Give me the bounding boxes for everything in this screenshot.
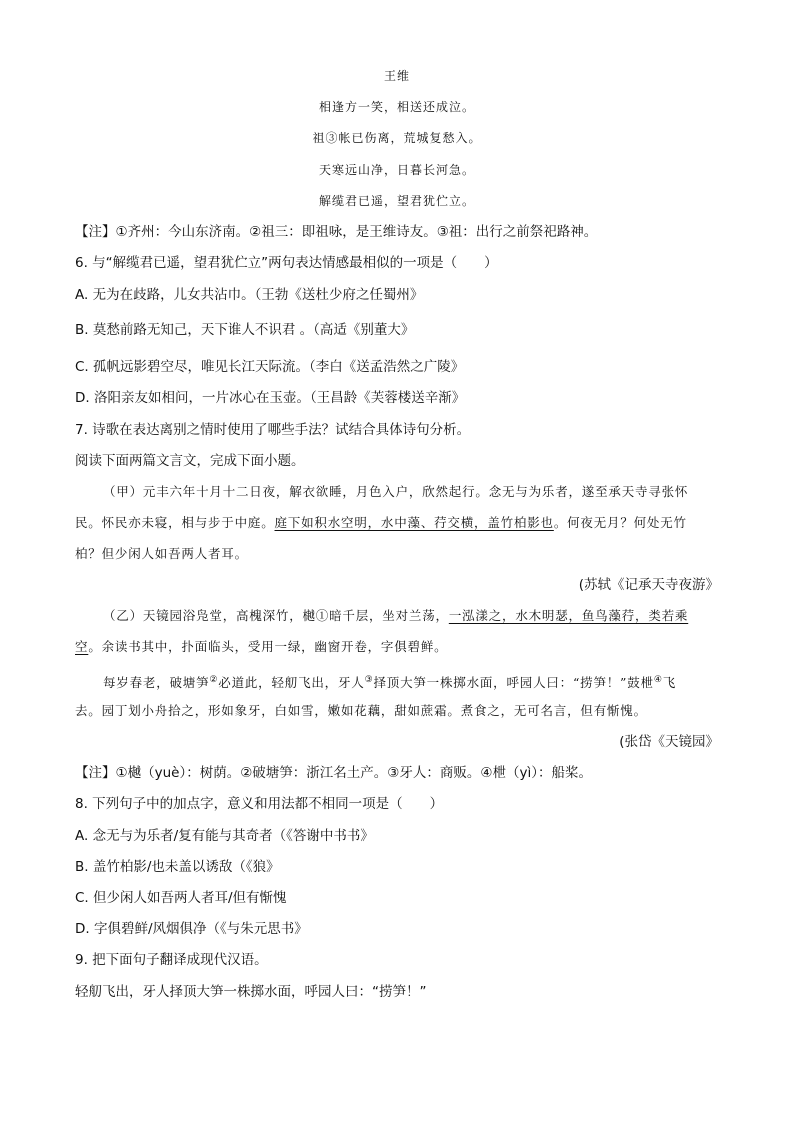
poem-line-2: 祖③帐已伤离，荒城复愁入。 [312, 131, 482, 145]
q8-option-d: D. 字俱碧鲜/风烟俱净（《与朱元思书》 [75, 921, 308, 937]
passage-a-text: 。何夜无月？何处无竹 [553, 515, 687, 530]
passage-b-line-4: 去。园丁划小舟拾之，形如象牙，白如雪，嫩如花藕，甜如蔗霜。煮食之，无可名言，但有惭愧。 [75, 703, 647, 718]
footnote-mark: ④ [653, 675, 663, 685]
q6-option-c: C. 孤帆远影碧空尽，唯见长江天际流。（李白《送孟浩然之广陵》 [75, 359, 465, 375]
passage-a-underlined: 庭下如积水空明，水中藻、荇交横，盖竹柏影也 [274, 515, 554, 530]
passage-b-line-1 [75, 606, 719, 626]
poem-note: 【注】①齐州：今山东济南。②祖三：即祖咏，是王维诗友。③祖：出行之前祭祀路神。 [75, 224, 598, 240]
footnote-mark: ② [209, 675, 219, 685]
passage-b-text: 必道此，轻舠飞出，牙人 [218, 675, 365, 691]
passage-b-text: 择顶大笋一株掷水面，呼园人曰：“捞笋！”鼓枻 [373, 675, 654, 691]
q8-option-c: C. 但少闲人如吾两人者耳/但有惭愧 [75, 890, 287, 906]
reading-intro: 阅读下面两篇文言文，完成下面小题。 [75, 453, 305, 469]
poem-author: 王维 [383, 69, 410, 83]
poem-line-4: 解缆君已遥，望君犹伫立。 [318, 194, 475, 208]
passage-b-text: 飞 [662, 675, 677, 691]
passage-a-line-3: 柏？但少闲人如吾两人者耳。 [75, 546, 248, 561]
q6-option-a: A. 无为在歧路，儿女共沾巾。（王勃《送杜少府之任蜀州》 [75, 287, 424, 303]
passage-b-line-3 [75, 670, 719, 693]
poem-line-3: 天寒远山净，日暮长河急。 [318, 163, 475, 177]
passage-b-source: (张岱《天镜园》 [619, 734, 719, 750]
q6-stem: 6. 与“解缆君已遥，望君犹伫立”两句表达情感最相似的一项是（ ） [75, 255, 498, 271]
q8-option-a: A. 念无与为乐者/复有能与其奇者（《答谢中书书》 [75, 828, 374, 844]
passage-b-line-2 [75, 637, 719, 657]
q8-stem: 8. 下列句子中的加点字，意义和用法都不相同一项是（ ） [75, 796, 444, 812]
q6-option-d: D. 洛阳亲友如相问，一片冰心在玉壶。（王昌龄《芙蓉楼送辛渐》 [75, 390, 466, 406]
poem-line-1: 相逢方一笑，相送还成泣。 [318, 100, 475, 114]
passage-a-source: (苏轼《记承天寺夜游》 [578, 577, 719, 593]
passage-b-underlined: 一泓漾之，水木明瑟，鱼鸟藻荇，类若乘 [448, 608, 689, 623]
passage-b-underlined: 空 [75, 639, 89, 654]
passage-a-line-2 [75, 513, 719, 533]
q8-option-b: B. 盖竹柏影/也未盖以诱敌（《狼》 [75, 859, 280, 875]
footnote-mark: ③ [364, 675, 374, 685]
passage-a-line-1: （甲）元丰六年十月十二日夜，解衣欲睡，月色入户，欣然起行。念无与为乐者，遂至承天寺寻张怀 [103, 484, 689, 499]
q9-sentence: 轻舠飞出，牙人择顶大笋一株掷水面，呼园人曰：“捞笋！” [75, 984, 427, 1000]
passage-b-text: （乙）天镜园浴凫堂，高槐深竹，樾①暗千层，坐对兰荡， [103, 608, 449, 623]
passage-a-text: 民。怀民亦未寝，相与步于中庭。 [75, 515, 275, 530]
passage-b-text: 每岁春老，破塘笋 [103, 675, 210, 691]
passage-b-text: 。余读书其中，扑面临头，受用一绿，幽窗开卷，字俱碧鲜。 [88, 639, 448, 654]
q7-stem: 7. 诗歌在表达离别之情时使用了哪些手法？试结合具体诗句分析。 [75, 422, 471, 438]
q9-stem: 9. 把下面句子翻译成现代汉语。 [75, 952, 268, 968]
q6-option-b: B. 莫愁前路无知己，天下谁人不识君 。（高适《别董大》 [75, 322, 415, 338]
passage-note: 【注】①樾（yuè）：树荫。②破塘笋：浙江名土产。③牙人：商贩。④枻（yì）：船桨。 [75, 765, 593, 781]
